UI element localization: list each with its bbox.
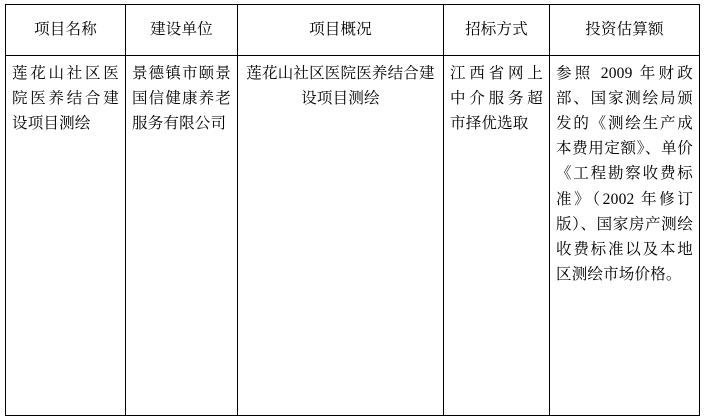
column-header-project-name: 项目名称 [6,5,126,56]
cell-bidding-method: 江西省网上中介服务超市择优选取 [444,56,550,416]
cell-construction-unit: 景德镇市颐景国信健康养老服务有限公司 [126,56,238,416]
project-info-table [5,4,700,416]
column-header-project-overview: 项目概况 [238,5,444,56]
table-row [6,56,700,416]
cell-project-overview: 莲花山社区医院医养结合建设项目测绘 [238,56,444,416]
cell-project-name: 莲花山社区医院医养结合建设项目测绘 [6,56,126,416]
column-header-construction-unit: 建设单位 [126,5,238,56]
cell-investment-estimate: 参照 2009 年财政部、国家测绘局颁发的《测绘生产成本费用定额》、单价《工程勘察收费标准》（2002 年修订版）、国家房产测绘收费标准以及本地区测绘市场价格。 [550,56,700,416]
column-header-bidding-method: 招标方式 [444,5,550,56]
table-header-row [6,5,700,56]
column-header-investment-estimate: 投资估算额 [550,5,700,56]
document-page [0,4,710,414]
